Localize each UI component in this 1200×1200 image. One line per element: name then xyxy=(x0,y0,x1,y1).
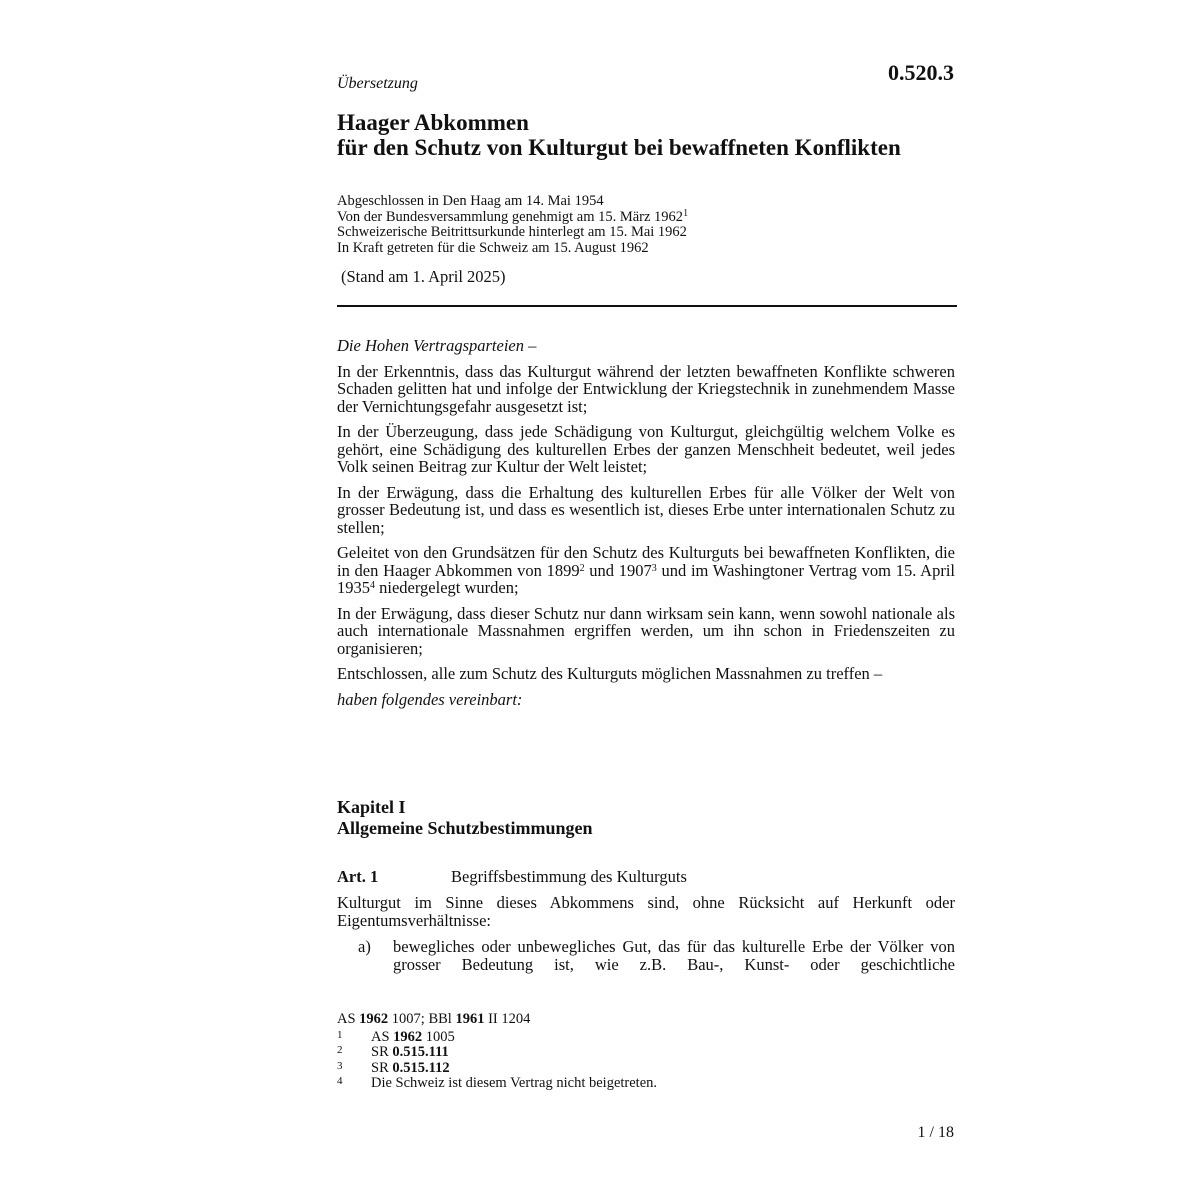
footnote-3 xyxy=(337,1061,657,1077)
footnote-ref-2[interactable]: 2 xyxy=(579,562,585,574)
deposited-date: Schweizerische Beitrittsurkunde hinterlegt am 15. Mai 1962 xyxy=(337,224,687,240)
footnote-text: AS xyxy=(371,1028,394,1045)
preamble-paragraph: Entschlossen, alle zum Schutz des Kulturguts möglichen Massnahmen zu treffen – xyxy=(337,664,883,683)
preamble-text: Geleitet von den Grundsätzen für den Schutz des Kulturguts bei bewaffneten Konflikten, die in den Haager Abkommen von 1899 xyxy=(337,543,955,580)
footnote-ref-3[interactable]: 3 xyxy=(651,562,657,574)
footnote-text: SR xyxy=(371,1044,393,1060)
preamble-paragraph: In der Überzeugung, dass jede Schädigung von Kulturgut, gleichgültig welchem Volke es gehört, eine Schädigung des kulturellen Erbes der ganzen Menschheit bedeutet, weil jedes Volk seinen Beitrag zur Kultur der Welt leistet; xyxy=(337,422,955,476)
footnote-link[interactable]: 0.515.111 xyxy=(392,1044,449,1060)
preamble-text: und im Washingtoner Vertrag vom 15. April 1935 xyxy=(337,560,955,597)
approved-date xyxy=(337,207,689,226)
document-title xyxy=(337,110,901,160)
article-heading xyxy=(337,867,687,887)
header-divider xyxy=(337,305,957,307)
approved-text: Von der Bundesversammlung genehmigt am 15. März 1962 xyxy=(337,208,684,225)
chapter-number: Kapitel I xyxy=(337,797,406,817)
source-year: 1962 xyxy=(359,1011,389,1027)
source-year: 1961 xyxy=(455,1011,485,1027)
status-date: (Stand am 1. April 2025) xyxy=(341,267,506,286)
preamble-paragraph xyxy=(337,544,955,597)
concluded-date: Abgeschlossen in Den Haag am 14. Mai 1954 xyxy=(337,193,604,209)
translation-label: Übersetzung xyxy=(337,75,418,92)
preamble-text: und 1907 xyxy=(584,560,652,580)
source-text: AS xyxy=(337,1011,360,1027)
article-intro: Kulturgut im Sinne dieses Abkommens sind, ohne Rücksicht auf Herkunft oder Eigentumsverhältnisse: xyxy=(337,893,955,930)
source-text: II 1204 xyxy=(484,1011,531,1027)
footnotes xyxy=(337,1012,657,1092)
document-metadata xyxy=(337,194,688,256)
title-line-1: Haager Abkommen xyxy=(337,110,529,135)
footnote-number: 1 xyxy=(337,1028,343,1041)
footnote-ref-4[interactable]: 4 xyxy=(370,580,375,591)
footnote-text: SR xyxy=(371,1059,393,1076)
list-item-text: bewegliches oder unbewegliches Gut, das für das kulturelle Erbe der Völker von grosser Bedeutung ist, wie z.B. Bau-, Kunst- oder geschichtliche xyxy=(393,937,955,974)
article-title: Begriffsbestimmung des Kulturguts xyxy=(451,867,687,886)
preamble xyxy=(337,337,955,716)
source-text: 1007; BBl xyxy=(388,1011,456,1027)
preamble-intro: Die Hohen Vertragsparteien – xyxy=(337,336,537,355)
in-force-date: In Kraft getreten für die Schweiz am 15. August 1962 xyxy=(337,239,649,256)
article-number: Art. 1 xyxy=(337,867,379,886)
title-line-2: für den Schutz von Kulturgut bei bewaffneten Konflikten xyxy=(337,135,901,160)
preamble-paragraph: In der Erkenntnis, dass das Kulturgut während der letzten bewaffneten Konflikte schweren Schaden gelitten hat und infolge der Entwicklung der Kriegstechnik in zunehmendem Masse der Vernichtungsgefahr ausgesetzt ist; xyxy=(337,361,955,416)
footnote-text: 1005 xyxy=(422,1028,455,1045)
footnote-ref-1[interactable]: 1 xyxy=(683,207,689,219)
preamble-conclusion: haben folgendes vereinbart: xyxy=(337,689,523,709)
footnote-2 xyxy=(337,1045,657,1061)
preamble-paragraph: In der Erwägung, dass dieser Schutz nur dann wirksam sein kann, wenn sowohl nationale als auch internationale Massnahmen ergriffen werden, um ihn schon in Friedenszeiten zu organisieren; xyxy=(337,603,955,658)
footnote-text: Die Schweiz ist diesem Vertrag nicht beigetreten. xyxy=(371,1075,658,1091)
chapter-heading xyxy=(337,797,593,839)
preamble-paragraph: In der Erwägung, dass die Erhaltung des kulturellen Erbes für alle Völker der Welt von grosser Bedeutung ist, und dass es wesentlich ist, dieses Erbe unter internationalen Schutz zu stellen; xyxy=(337,482,955,537)
footnote-4 xyxy=(337,1076,657,1092)
footnote-1 xyxy=(337,1030,657,1046)
footnote-number: 2 xyxy=(337,1044,343,1056)
footnote-number: 4 xyxy=(337,1075,343,1087)
article-body xyxy=(337,894,955,974)
page-number: 1 / 18 xyxy=(917,1124,954,1141)
list-item xyxy=(337,938,955,974)
list-item-label: a) xyxy=(358,937,371,956)
sr-number: 0.520.3 xyxy=(888,60,954,85)
chapter-title: Allgemeine Schutzbestimmungen xyxy=(337,818,593,838)
footnote-number: 3 xyxy=(337,1059,343,1072)
source-reference xyxy=(337,1012,657,1028)
footnote-link[interactable]: 0.515.112 xyxy=(392,1059,450,1076)
preamble-text: niedergelegt wurden; xyxy=(375,578,519,597)
footnote-ref: 1962 xyxy=(393,1028,423,1045)
